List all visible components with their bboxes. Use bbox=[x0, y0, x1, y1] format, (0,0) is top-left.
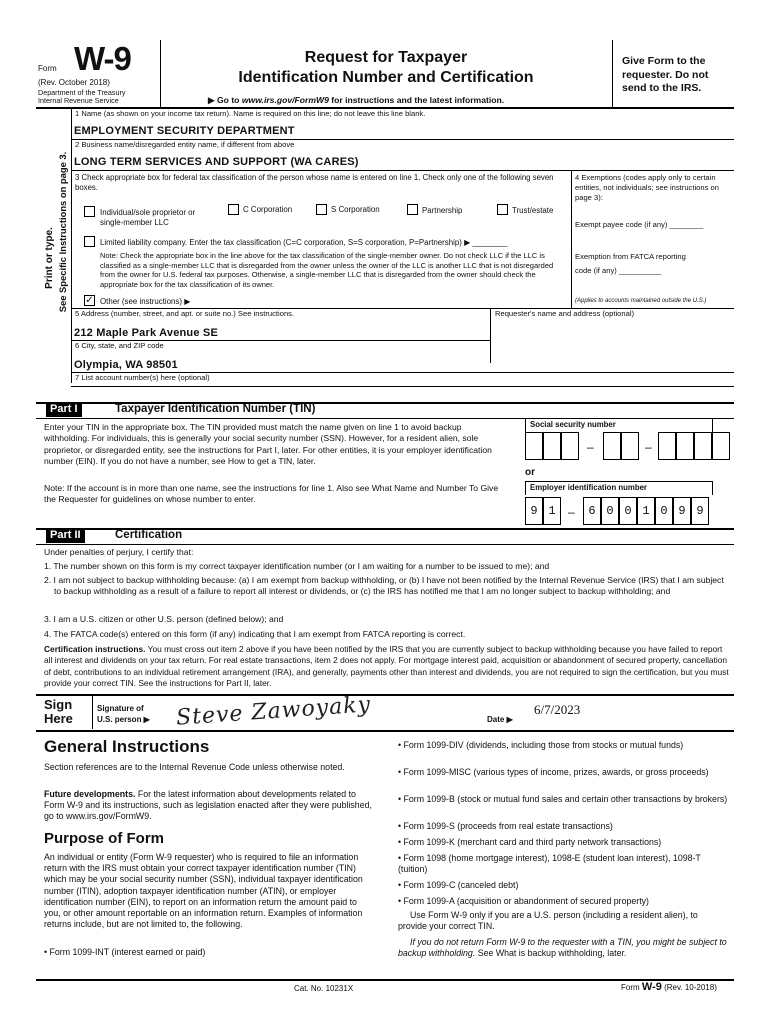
purpose-heading: Purpose of Form bbox=[44, 830, 165, 847]
exempt-payee-code[interactable]: Exempt payee code (if any) ________ bbox=[575, 220, 704, 229]
line3-label: 3 Check appropriate box for federal tax classification of the person whose name is entered on line 1. Check only one of the following seven boxes. bbox=[75, 173, 554, 193]
sign-label: Sign bbox=[44, 697, 73, 712]
goto-prefix: ▶ Go to bbox=[208, 95, 242, 105]
cert-item-4: 4. The FATCA code(s) entered on this form (if any) indicating that I am exempt from FATCA reporting is correct. bbox=[44, 629, 466, 639]
cert-item-2: 2. I am not subject to backup withholding because: (a) I am exempt from backup withholding, or (b) I have not been notified by the Internal Revenue Service (IRS) that I am subject to backup withholding as a result of a failure to report all interest or dividends, or (c) the IRS has notified me that I am no longer subject to backup withholding; and bbox=[44, 575, 724, 597]
ssn-digit[interactable] bbox=[525, 432, 543, 460]
bullet-1099-int: • Form 1099-INT (interest earned or paid) bbox=[44, 947, 206, 957]
bullet-1099-a: • Form 1099-A (acquisition or abandonment of secured property) bbox=[398, 896, 649, 906]
checkbox-individual[interactable] bbox=[84, 206, 95, 217]
cert-item-3: 3. I am a U.S. citizen or other U.S. person (defined below); and bbox=[44, 614, 284, 624]
ssn-dash: – bbox=[645, 440, 652, 454]
ein-digit[interactable]: 9 bbox=[691, 497, 709, 525]
cert-instructions-heading: Certification instructions. bbox=[44, 644, 146, 654]
section-references: Section references are to the Internal Revenue Code unless otherwise noted. bbox=[44, 762, 345, 772]
part1-title: Taxpayer Identification Number (TIN) bbox=[115, 403, 316, 415]
backup-italic: If you do not return Form W-9 to the requester with a TIN, you might be subject to backup withholding. bbox=[398, 937, 727, 959]
or-label: or bbox=[525, 467, 535, 478]
ein-dash: – bbox=[568, 505, 575, 519]
bullet-1099-k: • Form 1099-K (merchant card and third party network transactions) bbox=[398, 837, 662, 847]
checkbox-c-corporation[interactable] bbox=[228, 204, 239, 215]
backup-tail: See What is backup withholding, later. bbox=[475, 948, 627, 959]
catalog-number: Cat. No. 10231X bbox=[294, 984, 354, 993]
signature-label-1: Signature of bbox=[97, 704, 144, 713]
ssn-digit[interactable] bbox=[712, 432, 730, 460]
footer-revision: (Rev. 10-2018) bbox=[664, 983, 717, 992]
ein-digit[interactable]: 0 bbox=[601, 497, 619, 525]
bullet-1099-misc: • Form 1099-MISC (various types of income, prizes, awards, or gross proceeds) bbox=[398, 767, 709, 777]
title-line-2: Identification Number and Certification bbox=[238, 69, 534, 86]
ein-label: Employer identification number bbox=[525, 481, 713, 495]
fatca-label-1: Exemption from FATCA reporting bbox=[575, 252, 686, 261]
goto-instructions bbox=[208, 95, 504, 105]
form-word: Form bbox=[38, 64, 57, 73]
bullet-1099-c: • Form 1099-C (canceled debt) bbox=[398, 880, 519, 890]
part1-badge: Part I bbox=[46, 402, 82, 417]
checkbox-s-corporation[interactable] bbox=[316, 204, 327, 215]
give-form-note: Give Form to the requester. Do not send to the IRS. bbox=[622, 55, 709, 94]
bullet-1099-div: • Form 1099-DIV (dividends, including those from stocks or mutual funds) bbox=[398, 740, 684, 750]
s-corporation-label: S Corporation bbox=[331, 205, 380, 214]
bullet-1099-b: • Form 1099-B (stock or mutual fund sales and certain other transactions by brokers) bbox=[398, 794, 728, 804]
cert-item-1: 1. The number shown on this form is my correct taxpayer identification number (or I am waiting for a number to be issued to me); and bbox=[44, 561, 550, 571]
part1-text: Enter your TIN in the appropriate box. The TIN provided must match the name given on line 1 to avoid backup withholding. For individuals, this is generally your social security number (SSN). However, for a resident alien, sole proprietor, or disregarded entity, see the instructions for Part I, later. For other entities, it is your employer identification number (EIN). If you do not have a number, see How to get a TIN, later. bbox=[44, 422, 492, 467]
cert-instructions bbox=[44, 644, 730, 689]
cert-instructions-text: You must cross out item 2 above if you have been notified by the IRS that you are currently subject to backup withholding because you have failed to report all interest and dividends on your tax return. For real estate transactions, item 2 does not apply. For mortgage interest paid, acquisition or abandonment of secured property, cancellation of debt, contributions to an individual retirement arrangement (IRA), and generally, payments other than interest and dividends, you are not required to sign the certification, but you must provide your correct TIN. See the instructions for Part II, later. bbox=[44, 644, 729, 688]
ein-digit[interactable]: 1 bbox=[637, 497, 655, 525]
ssn-digit[interactable] bbox=[543, 432, 561, 460]
signature-label-2: U.S. person ▶ bbox=[97, 715, 150, 724]
trust-estate-label: Trust/estate bbox=[512, 206, 554, 215]
signature[interactable]: Steve Zawoyaky bbox=[175, 692, 372, 731]
checkbox-partnership[interactable] bbox=[407, 204, 418, 215]
ein-digit[interactable]: 9 bbox=[673, 497, 691, 525]
ein-digit[interactable]: 6 bbox=[583, 497, 601, 525]
irs-name: Internal Revenue Service bbox=[38, 96, 119, 105]
llc-note: Note: Check the appropriate box in the line above for the tax classification of the single-member owner. Do not check LLC if the LLC is classified as a single-member LLC that is disregarded from the owner unless the owner of the LLC is another LLC that is not disregarded from the owner for U.S. federal tax purposes. Otherwise, a single-member LLC that is disregarded from the owner should check the appropriate box for the tax classification of its owner. bbox=[100, 251, 554, 289]
ein-digit[interactable]: 0 bbox=[655, 497, 673, 525]
ein-digit[interactable]: 9 bbox=[525, 497, 543, 525]
line1-label: 1 Name (as shown on your income tax return). Name is required on this line; do not leave this line blank. bbox=[75, 109, 426, 118]
here-label: Here bbox=[44, 711, 73, 726]
footer-form-word: Form bbox=[621, 983, 640, 992]
part2-badge: Part II bbox=[46, 528, 85, 543]
line7-label: 7 List account number(s) here (optional) bbox=[75, 373, 210, 382]
future-text: For the latest information about developments related to Form W-9 and its instructions, such as legislation enacted after they were published, go to www.irs.gov/FormW9. bbox=[44, 789, 372, 822]
goto-suffix: for instructions and the latest information. bbox=[328, 95, 505, 105]
print-or-type-label: Print or type. bbox=[44, 227, 55, 289]
part1-note: Note: If the account is in more than one name, see the instructions for line 1. Also see What Name and Number To Give the Requester for guidelines on whose number to enter. bbox=[44, 483, 499, 505]
bullet-1098: • Form 1098 (home mortgage interest), 1098-E (student loan interest), 1098-T (tuition) bbox=[398, 853, 701, 875]
other-label: Other (see instructions) ▶ bbox=[100, 297, 191, 306]
requester-label: Requester's name and address (optional) bbox=[495, 309, 635, 318]
revision-date: (Rev. October 2018) bbox=[38, 78, 110, 87]
perjury-intro: Under penalties of perjury, I certify that: bbox=[44, 547, 194, 557]
bullet-1099-s: • Form 1099-S (proceeds from real estate transactions) bbox=[398, 821, 613, 831]
general-instructions-heading: General Instructions bbox=[44, 737, 210, 756]
ssn-dash: – bbox=[587, 440, 594, 454]
line6-label: 6 City, state, and ZIP code bbox=[75, 341, 164, 350]
business-name-field[interactable]: LONG TERM SERVICES AND SUPPORT (WA CARES) bbox=[74, 156, 359, 168]
title-line-1: Request for Taxpayer bbox=[304, 49, 468, 66]
date-field[interactable]: 6/7/2023 bbox=[534, 702, 581, 717]
purpose-text: An individual or entity (Form W-9 requester) who is required to file an information return with the IRS must obtain your correct taxpayer identification number (TIN) which may be your social security number (SSN), individual taxpayer identification number (ITIN), adoption taxpayer identification number (ATIN), or employer identification number (EIN), to report on an information return the amount paid to you, or other amount reportable on an information return. Examples of information returns include, but are not limited to, the following. bbox=[44, 852, 363, 930]
irs-link[interactable]: www.irs.gov/FormW9 bbox=[241, 95, 329, 105]
future-developments bbox=[44, 789, 374, 823]
city-state-zip-field[interactable]: Olympia, WA 98501 bbox=[74, 359, 178, 371]
applies-note: (Applies to accounts maintained outside the U.S.) bbox=[575, 298, 707, 304]
specific-instructions-label: See Specific Instructions on page 3. bbox=[57, 151, 68, 313]
address-field[interactable]: 212 Maple Park Avenue SE bbox=[74, 327, 218, 339]
c-corporation-label: C Corporation bbox=[243, 205, 293, 214]
ssn-digit[interactable] bbox=[676, 432, 694, 460]
partnership-label: Partnership bbox=[422, 206, 463, 215]
ssn-digit[interactable] bbox=[694, 432, 712, 460]
fatca-code[interactable]: code (if any) __________ bbox=[575, 266, 662, 275]
ssn-digit[interactable] bbox=[603, 432, 621, 460]
department: Department of the Treasury bbox=[38, 88, 126, 97]
ssn-digit[interactable] bbox=[561, 432, 579, 460]
use-w9-text: Use Form W-9 only if you are a U.S. person (including a resident alien), to provide your correct TIN. bbox=[398, 910, 698, 932]
future-heading: Future developments. bbox=[44, 789, 136, 799]
ssn-digit[interactable] bbox=[621, 432, 639, 460]
line2-label: 2 Business name/disregarded entity name, if different from above bbox=[75, 140, 295, 149]
ein-digit[interactable]: 0 bbox=[619, 497, 637, 525]
form-number: W-9 bbox=[74, 40, 131, 77]
date-label: Date ▶ bbox=[487, 715, 513, 724]
part2-title: Certification bbox=[115, 529, 183, 541]
backup-withholding-note bbox=[398, 937, 728, 959]
line5-label: 5 Address (number, street, and apt. or suite no.) See instructions. bbox=[75, 309, 295, 318]
footer-form-number: W-9 bbox=[641, 981, 662, 993]
ein-digit[interactable]: 1 bbox=[543, 497, 561, 525]
checkbox-other[interactable]: ✓ bbox=[85, 295, 94, 306]
line4-label: 4 Exemptions (codes apply only to certain entities, not individuals; see instructions on page 3): bbox=[575, 173, 719, 202]
checkbox-trust-estate[interactable] bbox=[497, 204, 508, 215]
ssn-label: Social security number bbox=[525, 418, 713, 432]
name-field[interactable]: EMPLOYMENT SECURITY DEPARTMENT bbox=[74, 125, 295, 137]
ssn-digit[interactable] bbox=[658, 432, 676, 460]
checkbox-llc[interactable] bbox=[84, 236, 95, 247]
llc-label: Limited liability company. Enter the tax classification (C=C corporation, S=S corporation, P=Partnership) ▶ ________ bbox=[100, 238, 508, 247]
footer-form-id bbox=[621, 981, 717, 994]
individual-label: Individual/sole proprietor or single-member LLC bbox=[100, 208, 196, 227]
